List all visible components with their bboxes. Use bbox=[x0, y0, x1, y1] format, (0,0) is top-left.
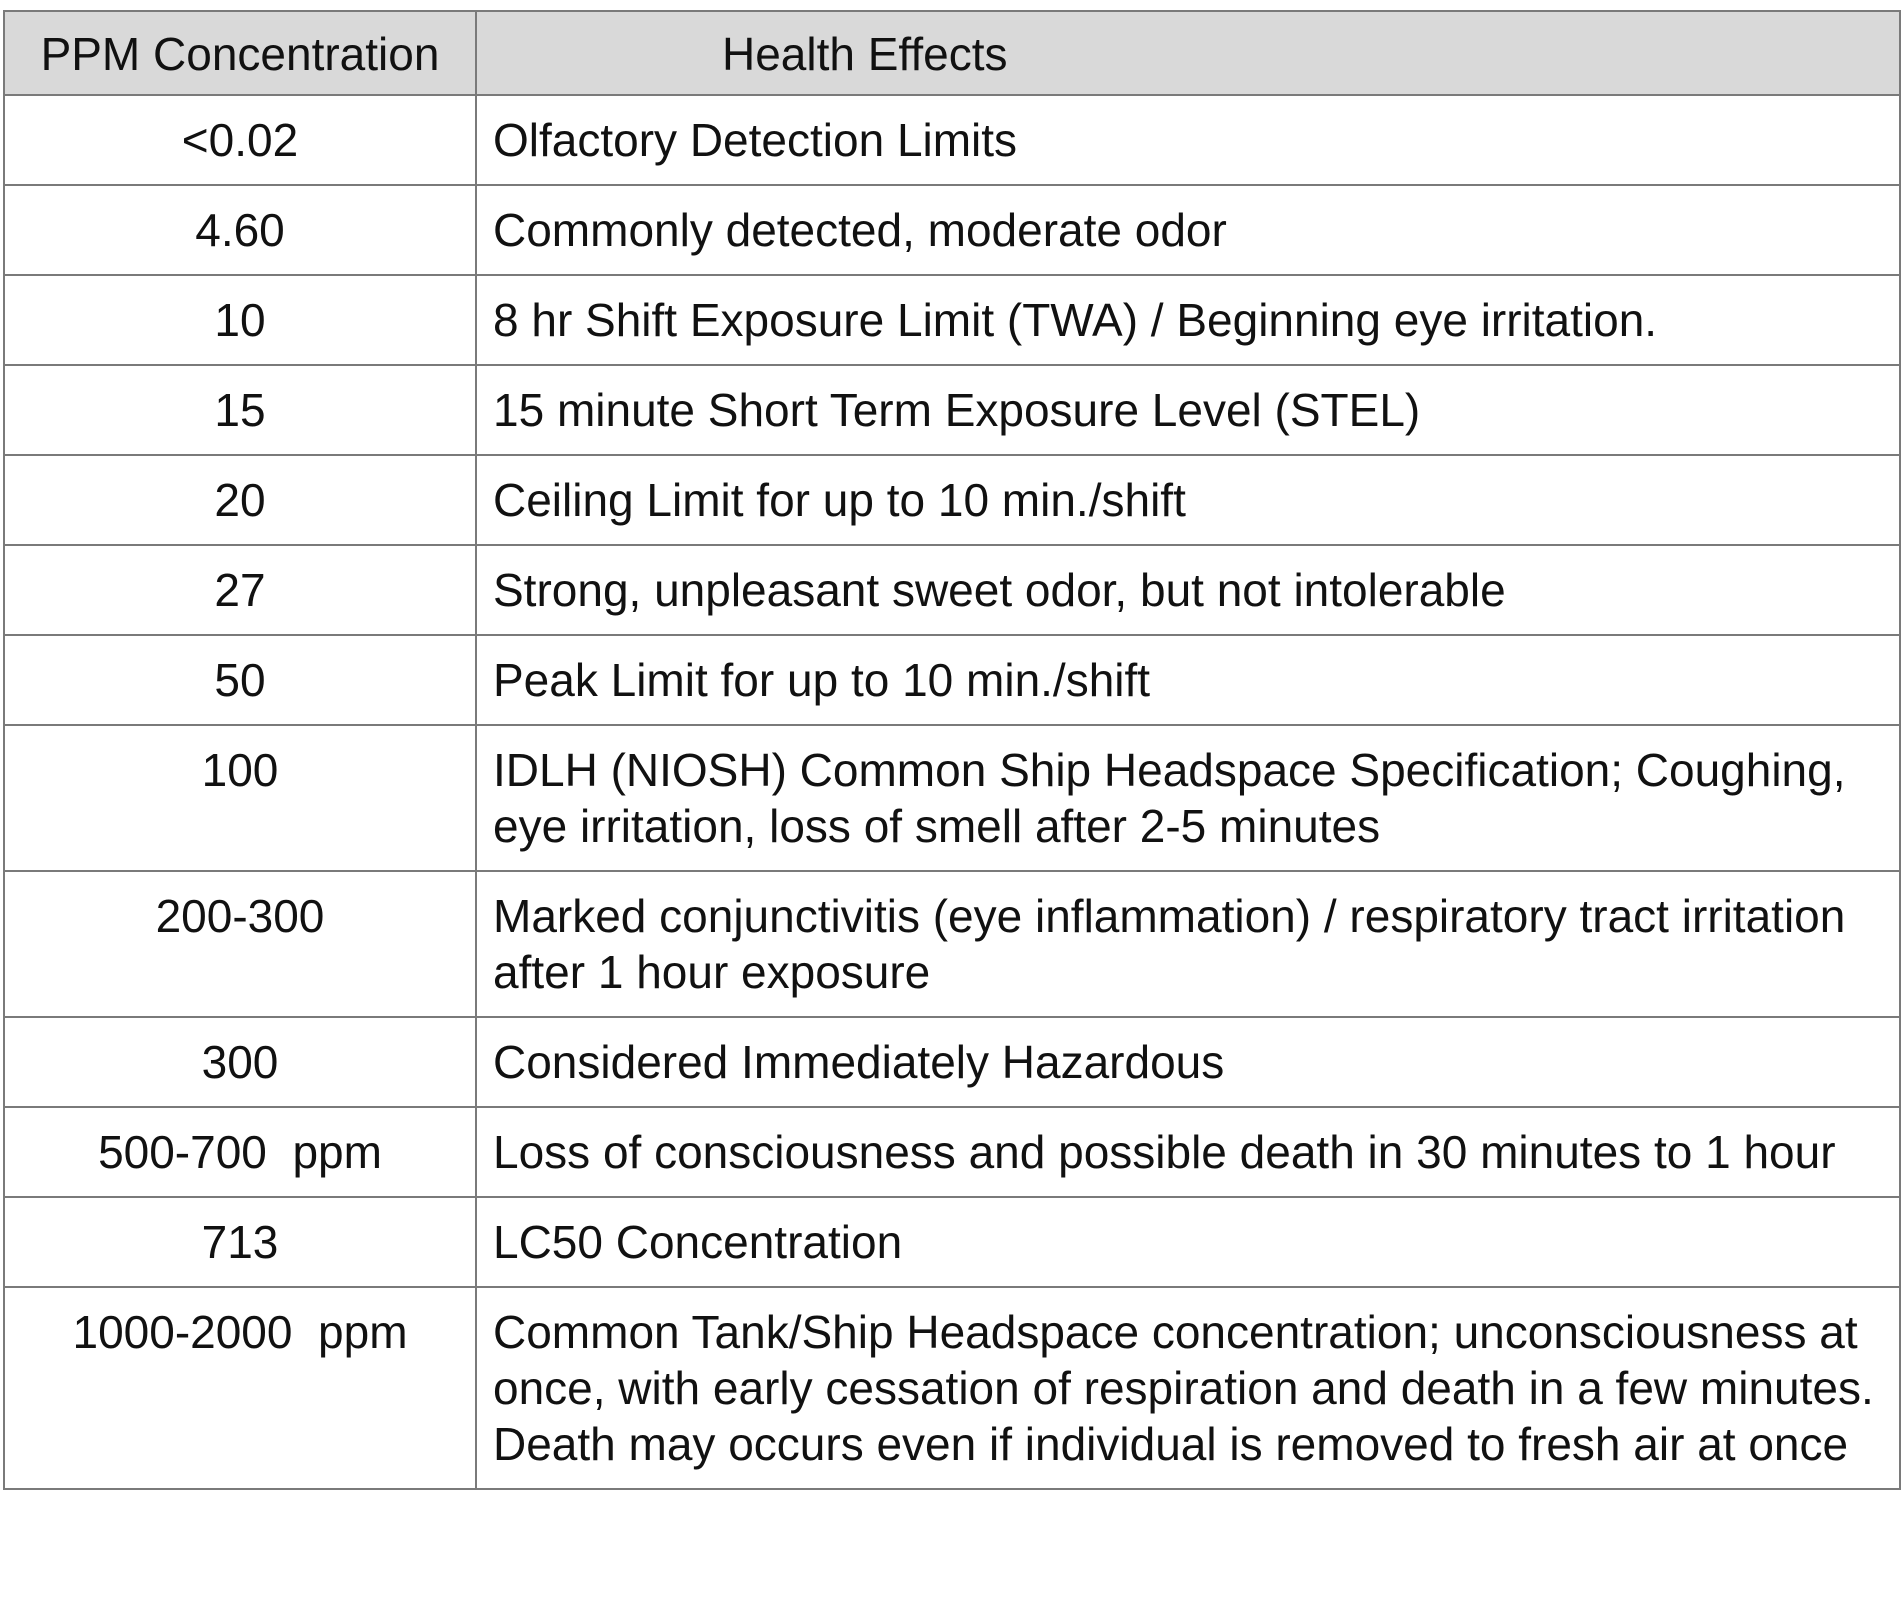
health-effect-cell: Strong, unpleasant sweet odor, but not intolerable bbox=[476, 545, 1900, 635]
health-effects-table bbox=[3, 10, 1901, 1490]
header-health-effects: Health Effects bbox=[476, 11, 1900, 95]
concentration-cell: 20 bbox=[4, 455, 476, 545]
concentration-cell: 10 bbox=[4, 275, 476, 365]
table-row bbox=[4, 365, 1900, 455]
concentration-cell: 100 bbox=[4, 725, 476, 871]
concentration-cell: 300 bbox=[4, 1017, 476, 1107]
table-row bbox=[4, 455, 1900, 545]
header-row bbox=[4, 11, 1900, 95]
health-effect-cell: Marked conjunctivitis (eye inflammation) / respiratory tract irritation after 1 hour exposure bbox=[476, 871, 1900, 1017]
health-effect-cell: Ceiling Limit for up to 10 min./shift bbox=[476, 455, 1900, 545]
table-row bbox=[4, 1017, 1900, 1107]
header-concentration: PPM Concentration bbox=[4, 11, 476, 95]
concentration-cell: 50 bbox=[4, 635, 476, 725]
health-effect-cell: Olfactory Detection Limits bbox=[476, 95, 1900, 185]
health-effect-cell: Peak Limit for up to 10 min./shift bbox=[476, 635, 1900, 725]
health-effect-cell: IDLH (NIOSH) Common Ship Headspace Specification; Coughing, eye irritation, loss of smell after 2-5 minutes bbox=[476, 725, 1900, 871]
health-effects-table-container bbox=[3, 10, 1899, 1490]
table-row bbox=[4, 1107, 1900, 1197]
table-row bbox=[4, 275, 1900, 365]
table-row bbox=[4, 1197, 1900, 1287]
table-body bbox=[4, 95, 1900, 1489]
concentration-cell: 27 bbox=[4, 545, 476, 635]
table-header bbox=[4, 11, 1900, 95]
concentration-cell: 4.60 bbox=[4, 185, 476, 275]
concentration-cell: 200-300 bbox=[4, 871, 476, 1017]
table-row bbox=[4, 871, 1900, 1017]
table-row bbox=[4, 95, 1900, 185]
health-effect-cell: 15 minute Short Term Exposure Level (STEL) bbox=[476, 365, 1900, 455]
concentration-cell: 713 bbox=[4, 1197, 476, 1287]
table-row bbox=[4, 725, 1900, 871]
health-effect-cell: Commonly detected, moderate odor bbox=[476, 185, 1900, 275]
table-row bbox=[4, 1287, 1900, 1489]
health-effect-cell: Common Tank/Ship Headspace concentration; unconsciousness at once, with early cessation of respiration and death in a few minutes. Death may occurs even if individual is removed to fresh air at once bbox=[476, 1287, 1900, 1489]
health-effect-cell: Considered Immediately Hazardous bbox=[476, 1017, 1900, 1107]
table-row bbox=[4, 635, 1900, 725]
concentration-cell: 1000-2000 ppm bbox=[4, 1287, 476, 1489]
table-row bbox=[4, 545, 1900, 635]
table-row bbox=[4, 185, 1900, 275]
concentration-cell: 15 bbox=[4, 365, 476, 455]
concentration-cell: <0.02 bbox=[4, 95, 476, 185]
health-effect-cell: LC50 Concentration bbox=[476, 1197, 1900, 1287]
health-effect-cell: Loss of consciousness and possible death in 30 minutes to 1 hour bbox=[476, 1107, 1900, 1197]
health-effect-cell: 8 hr Shift Exposure Limit (TWA) / Beginning eye irritation. bbox=[476, 275, 1900, 365]
concentration-cell: 500-700 ppm bbox=[4, 1107, 476, 1197]
